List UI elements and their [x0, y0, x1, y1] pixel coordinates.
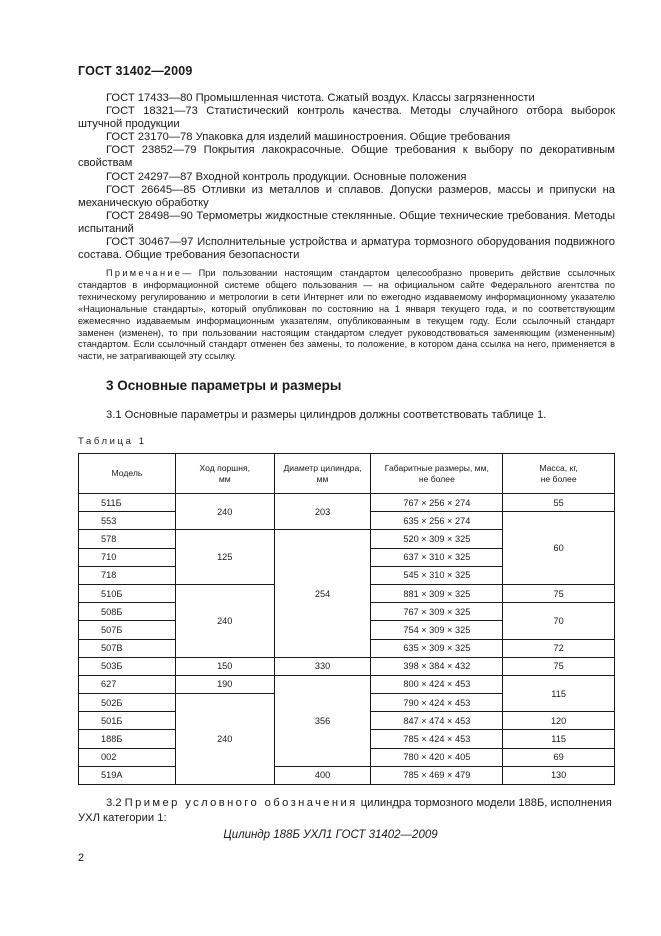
note-label: Примечание	[106, 268, 183, 278]
diameter-cell: 330	[274, 657, 371, 675]
dimensions-cell: 780 × 420 × 405	[371, 748, 503, 766]
header-mass	[503, 454, 615, 494]
table-row	[79, 657, 615, 675]
header-dimensions	[371, 454, 503, 494]
dimensions-cell: 800 × 424 × 453	[371, 675, 503, 693]
mass-cell: 55	[503, 494, 615, 512]
mass-cell: 115	[503, 675, 615, 711]
paragraph-3-2-rest: цилиндра тормозного модели 188Б, исполнения УХЛ категории 1:	[78, 797, 612, 824]
mass-cell: 72	[503, 639, 615, 657]
model-cell: 710	[79, 548, 176, 566]
paragraph-3-2	[78, 796, 615, 825]
dimensions-cell: 881 × 309 × 325	[371, 584, 503, 602]
reference-item: ГОСТ 28498—90 Термометры жидкостные стеклянные. Общие технические требования. Методы испытаний	[78, 209, 615, 235]
model-cell: 508Б	[79, 603, 176, 621]
note-text: — При пользовании настоящим стандартом целесообразно проверить действие ссылочных стандартов в информационной системе общего пользования — на официальном сайте Федерального агентства по техническому регулированию и метрологии в сети Интернет или по ежегодно издаваемому информационному указателю «Национальные стандарты», который опубликован по состоянию на 1 января текущего года, и по соответствующим ежемесячно издаваемым информационным указателям, опубликованным в текущем году. Если ссылочный стандарт заменен (изменен), то при пользовании настоящим стандартом следует руководствоваться заменяющим (измененным) стандартом. Если ссылочный стандарт отменен без замены, то положение, в котором дана ссылка на него, применяется в части, не затрагивающей эту ссылку.	[78, 268, 615, 362]
reference-item: ГОСТ 23852—79 Покрытия лакокрасочные. Общие требования к выбору по декоративным свойствам	[78, 144, 615, 170]
mass-cell: 60	[503, 512, 615, 585]
dimensions-cell: 635 × 256 × 274	[371, 512, 503, 530]
table-header-row	[79, 454, 615, 494]
model-cell: 718	[79, 566, 176, 584]
dimensions-cell: 767 × 309 × 325	[371, 603, 503, 621]
dimensions-cell: 847 × 474 × 453	[371, 712, 503, 730]
table-row	[79, 675, 615, 693]
dimensions-cell: 398 × 384 × 432	[371, 657, 503, 675]
header-dimensions-line2: не более	[418, 473, 455, 484]
header-model	[79, 454, 176, 494]
model-cell: 507Б	[79, 621, 176, 639]
reference-item: ГОСТ 23170—78 Упаковка для изделий машиностроения. Общие требования	[106, 131, 511, 144]
header-mass-line1: Масса, кг,	[539, 462, 578, 473]
reference-item: ГОСТ 17433—80 Промышленная чистота. Сжатый воздух. Классы загрязненности	[106, 92, 535, 104]
mass-cell: 115	[503, 730, 615, 748]
header-mass-line2: не более	[540, 473, 577, 484]
reference-item: ГОСТ 24297—87 Входной контроль продукции. Основные положения	[106, 170, 467, 183]
model-cell: 553	[79, 512, 176, 530]
dimensions-cell: 545 × 310 × 325	[371, 566, 503, 584]
dimensions-cell: 785 × 424 × 453	[371, 730, 503, 748]
mass-cell: 130	[503, 766, 615, 784]
model-cell: 501Б	[79, 712, 176, 730]
mass-cell: 75	[503, 584, 615, 602]
designation-example: Цилиндр 188Б УХЛ1 ГОСТ 31402—2009	[223, 829, 438, 841]
model-cell: 002	[79, 748, 176, 766]
model-cell: 511Б	[79, 494, 176, 512]
parameters-table	[78, 453, 615, 785]
model-cell: 188Б	[79, 730, 176, 748]
table-label: Таблица 1	[78, 436, 147, 447]
header-diameter	[274, 454, 371, 494]
table-row	[79, 766, 615, 784]
diameter-cell: 203	[274, 494, 371, 530]
dimensions-cell: 785 × 469 × 479	[371, 766, 503, 784]
header-diameter-line1: Диаметр цилиндра,	[283, 462, 362, 473]
dimensions-cell: 754 × 309 × 325	[371, 621, 503, 639]
header-stroke	[175, 454, 274, 494]
header-dimensions-line1: Габаритные размеры, мм,	[384, 462, 489, 473]
section-title: 3 Основные параметры и размеры	[106, 378, 342, 393]
header-stroke-line1: Ход поршня,	[199, 462, 250, 473]
reference-item: ГОСТ 18321—73 Статистический контроль качества. Методы случайного отбора выборок штучной продукции	[78, 105, 615, 131]
table-row	[79, 494, 615, 512]
model-cell: 627	[79, 675, 176, 693]
dimensions-cell: 790 × 424 × 453	[371, 694, 503, 712]
model-cell: 578	[79, 530, 176, 548]
page-number: 2	[78, 852, 85, 864]
stroke-cell: 240	[175, 584, 274, 657]
header-diameter-line2: мм	[316, 473, 329, 484]
stroke-cell: 190	[175, 675, 274, 693]
mass-cell: 120	[503, 712, 615, 730]
diameter-cell: 400	[274, 766, 371, 784]
header-model-text: Модель	[111, 468, 143, 478]
note-paragraph	[78, 268, 615, 363]
paragraph-3-2-spaced: Пример условного обозначения	[124, 797, 358, 809]
model-cell: 502Б	[79, 694, 176, 712]
header-stroke-line2: мм	[218, 473, 231, 484]
reference-list	[78, 92, 615, 262]
stroke-cell: 150	[175, 657, 274, 675]
stroke-cell: 125	[175, 530, 274, 585]
mass-cell: 75	[503, 657, 615, 675]
dimensions-cell: 520 × 309 × 325	[371, 530, 503, 548]
diameter-cell: 254	[274, 530, 371, 657]
dimensions-cell: 635 × 309 × 325	[371, 639, 503, 657]
paragraph-3-2-number: 3.2	[106, 797, 122, 809]
paragraph-3-1: 3.1 Основные параметры и размеры цилиндров должны соответствовать таблице 1.	[106, 409, 547, 421]
mass-cell: 70	[503, 603, 615, 639]
reference-item: ГОСТ 30467—97 Исполнительные устройства и арматура тормозного оборудования подвижного состава. Общие требования безопасности	[78, 236, 615, 262]
model-cell: 519А	[79, 766, 176, 784]
document-header: ГОСТ 31402—2009	[78, 64, 193, 78]
diameter-cell: 356	[274, 675, 371, 766]
stroke-cell: 240	[175, 694, 274, 785]
model-cell: 510Б	[79, 584, 176, 602]
mass-cell: 69	[503, 748, 615, 766]
model-cell: 503Б	[79, 657, 176, 675]
reference-item: ГОСТ 26645—85 Отливки из металлов и сплавов. Допуски размеров, массы и припуски на механическую обработку	[78, 183, 615, 209]
model-cell: 507В	[79, 639, 176, 657]
dimensions-cell: 767 × 256 × 274	[371, 494, 503, 512]
stroke-cell: 240	[175, 494, 274, 530]
dimensions-cell: 637 × 310 × 325	[371, 548, 503, 566]
